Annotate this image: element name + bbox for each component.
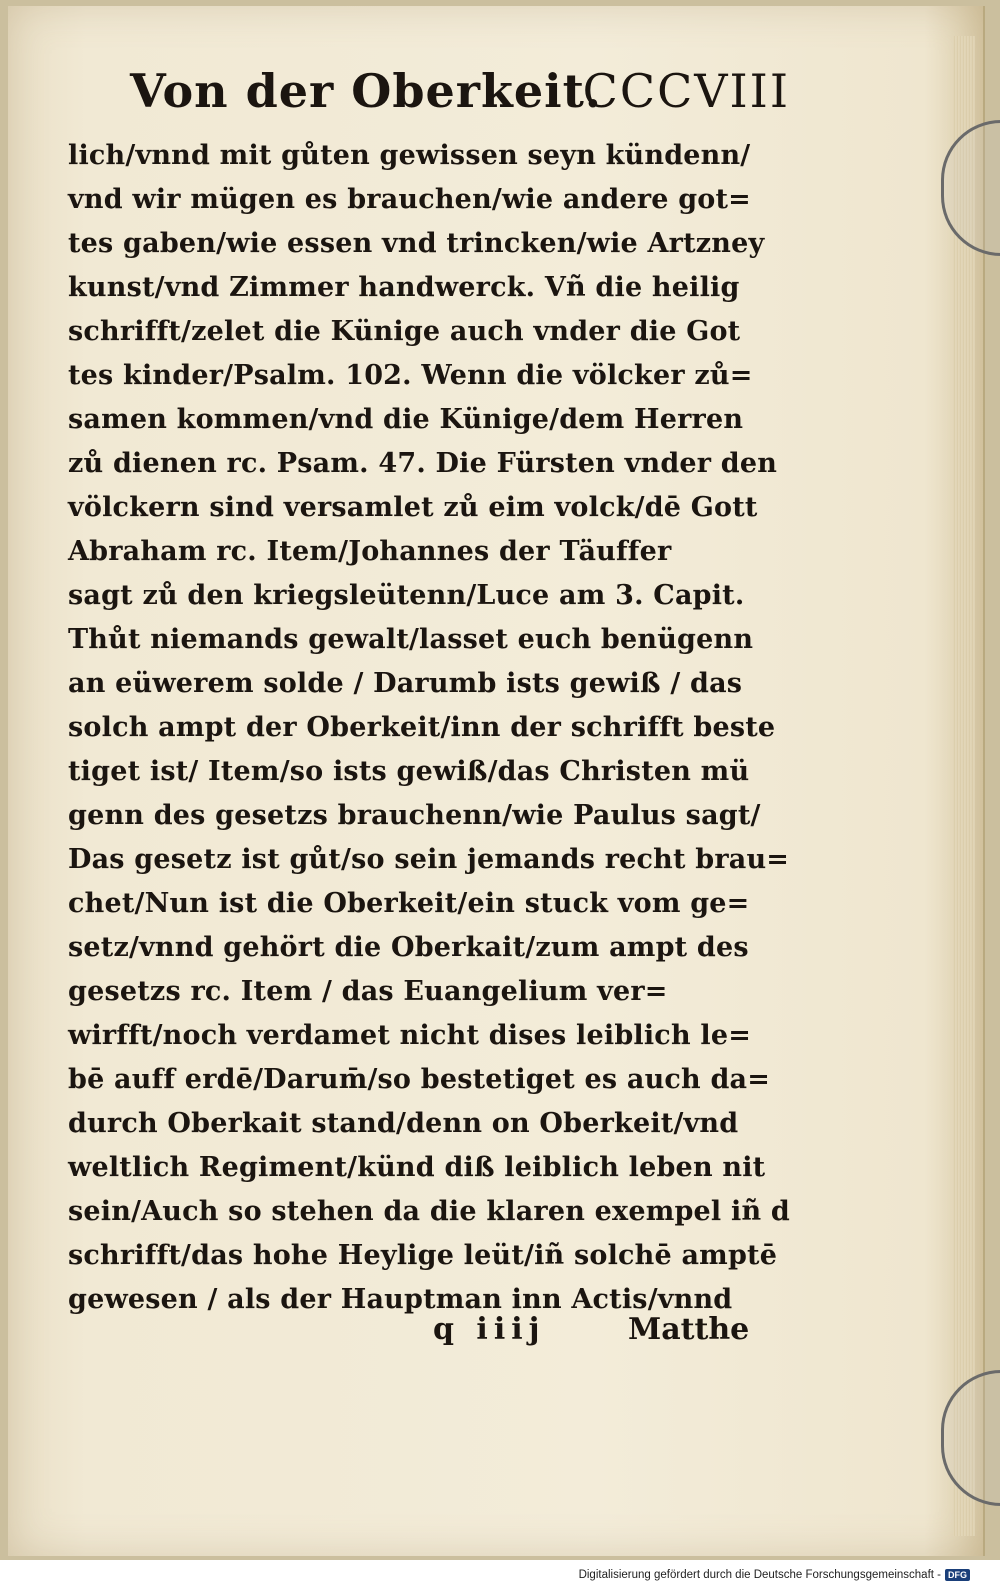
text-line: schrifft/das hohe Heylige leüt/iñ solchē amptē <box>68 1240 778 1271</box>
text-line: samen kommen/vnd die Künige/dem Herren <box>68 404 744 435</box>
text-line: weltlich Regiment/künd diß leiblich leben nit <box>68 1152 766 1183</box>
text-line: tiget ist/ Item/so ists gewiß/das Christen mü <box>68 756 750 787</box>
text-line: tes gaben/wie essen vnd trincken/wie Artzney <box>68 228 765 259</box>
catchword: Matthe <box>628 1312 750 1347</box>
text-line: Thůt niemands gewalt/lasset euch benügenn <box>68 624 754 655</box>
dfg-logo: DFG <box>945 1569 970 1581</box>
credit-text: Digitalisierung gefördert durch die Deutsche Forschungsgemeinschaft - <box>578 1569 941 1581</box>
running-head: Von der Oberkeit. <box>130 64 602 118</box>
folio-number: CCCVIII <box>582 64 790 118</box>
text-line: kunst/vnd Zimmer handwerck. Vñ die heilig <box>68 272 740 303</box>
text-line: sagt zů den kriegsleütenn/Luce am 3. Capit. <box>68 580 745 611</box>
text-line: schrifft/zelet die Künige auch vnder die Got <box>68 316 741 347</box>
digitization-credit <box>579 1566 970 1584</box>
page-footer <box>68 1312 788 1362</box>
text-line: genn des gesetzs brauchenn/wie Paulus sagt/ <box>68 800 761 831</box>
text-line: lich/vnnd mit gůten gewissen seyn kündenn/ <box>68 140 751 171</box>
text-line: zů dienen rc. Psam. 47. Die Fürsten vnder den <box>68 448 778 479</box>
text-line: chet/Nun ist die Oberkeit/ein stuck vom ge= <box>68 888 750 919</box>
text-line: bē auff erdē/Darum̄/so bestetiget es auch da= <box>68 1064 771 1095</box>
text-line: völckern sind versamlet zů eim volck/dē Gott <box>68 492 758 523</box>
text-line: wirfft/noch verdamet nicht dises leiblich le= <box>68 1020 752 1051</box>
text-line: durch Oberkait stand/denn on Oberkeit/vnd <box>68 1108 739 1139</box>
text-line: tes kinder/Psalm. 102. Wenn die völcker zů= <box>68 360 753 391</box>
text-line: gewesen / als der Hauptman inn Actis/vnnd <box>68 1284 733 1315</box>
text-line: gesetzs rc. Item / das Euangelium ver= <box>68 976 668 1007</box>
signature-mark: q iiij <box>433 1312 546 1347</box>
body-text <box>68 134 788 1322</box>
text-line: Abraham rc. Item/Johannes der Täuffer <box>68 536 672 567</box>
page-header <box>130 64 790 144</box>
text-line: setz/vnnd gehört die Oberkait/zum ampt des <box>68 932 749 963</box>
book-page <box>8 6 985 1556</box>
text-line: vnd wir mügen es brauchen/wie andere got= <box>68 184 752 215</box>
text-line: solch ampt der Oberkeit/inn der schrifft beste <box>68 712 776 743</box>
page-fore-edge <box>953 36 975 1536</box>
text-line: sein/Auch so stehen da die klaren exempel iñ d <box>68 1196 790 1227</box>
text-line: Das gesetz ist gůt/so sein jemands recht brau= <box>68 844 790 875</box>
text-line: an eüwerem solde / Darumb ists gewiß / das <box>68 668 743 699</box>
